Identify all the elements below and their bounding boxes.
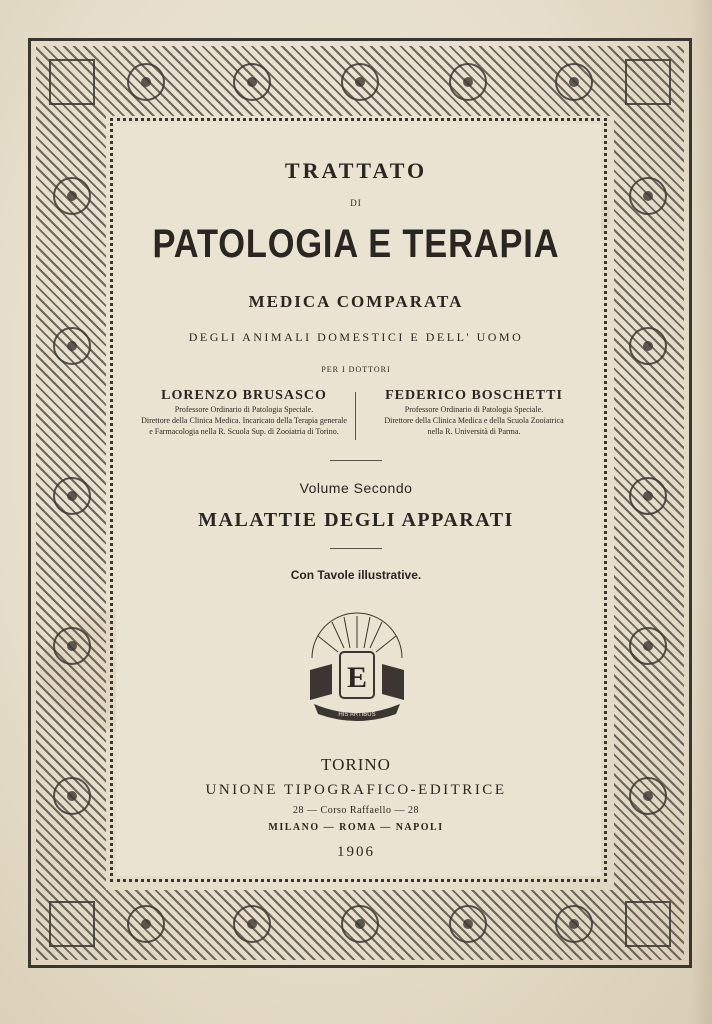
authors-intro: PER I DOTTORI [321, 365, 391, 374]
author-description: Direttore della Clinica Medica. Incaricato della Terapia generale [141, 416, 347, 425]
publisher-address: 28 — Corso Raffaello — 28 [293, 805, 419, 816]
author-description: Direttore della Clinica Medica e della Scuola Zooiatrica [384, 416, 564, 425]
subtitle: MEDICA COMPARATA [248, 292, 464, 311]
emblem-motto: HIS ARTIBUS [338, 712, 376, 718]
publisher-name: UNIONE TIPOGRAFICO-EDITRICE [205, 782, 507, 798]
main-title: PATOLOGIA E TERAPIA [152, 222, 560, 266]
publisher-branches: MILANO — ROMA — NAPOLI [268, 822, 444, 833]
divider-rule [330, 460, 382, 461]
title-connector: DI [350, 198, 362, 208]
volume-number: Volume Secondo [299, 480, 413, 496]
emblem-monogram: E [346, 661, 368, 694]
illustrations-note: Con Tavole illustrative. [290, 568, 422, 582]
author-description: Professore Ordinario di Patologia Speciale. [404, 405, 544, 414]
author-description: Professore Ordinario di Patologia Speciale. [174, 405, 314, 414]
author-name: LORENZO BRUSASCO [161, 388, 327, 403]
author-brusasco [134, 388, 354, 437]
subject-line: DEGLI ANIMALI DOMESTICI E DELL' UOMO [188, 330, 524, 344]
publisher-emblem-icon [302, 608, 412, 726]
publication-year: 1906 [337, 844, 375, 860]
authors-divider [355, 392, 356, 440]
publisher-city: TORINO [321, 755, 391, 774]
author-name: FEDERICO BOSCHETTI [385, 388, 563, 403]
author-description: nella R. Università di Parma. [427, 427, 521, 436]
series-label: TRATTATO [284, 158, 428, 183]
page-edge-shadow [690, 0, 712, 1024]
volume-title: MALATTIE DEGLI APPARATI [198, 509, 514, 531]
author-description: e Farmacologia nella R. Scuola Sup. di Zooiatria di Torino. [149, 427, 339, 436]
author-boschetti [358, 388, 590, 437]
divider-rule [330, 548, 382, 549]
